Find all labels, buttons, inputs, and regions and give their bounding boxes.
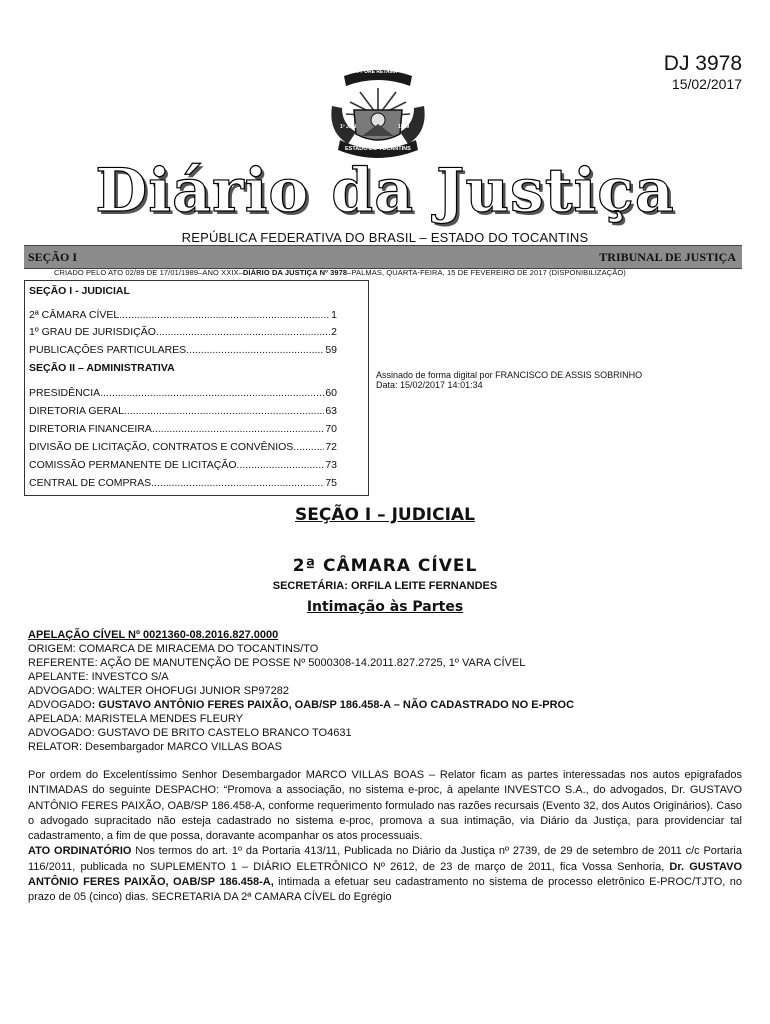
edition-date: 15/02/2017 [671, 76, 742, 92]
section-bar [24, 245, 742, 269]
subsection-heading: Intimação às Partes [306, 599, 464, 615]
seal-right-date: 1989 [398, 124, 410, 130]
section-label: SEÇÃO I [28, 250, 78, 264]
case-lawyer: ADVOGADO: GUSTAVO DE BRITO CASTELO BRANCO TO4631 [28, 727, 352, 739]
case-lawyer: ADVOGADO: WALTER OHOFUGI JUNIOR SP97282 [28, 685, 289, 697]
creation-suffix: –PALMAS, QUARTA-FEIRA, 15 DE FEVEREIRO DE 2017 (DISPONIBILIZAÇÃO) [347, 268, 626, 277]
creation-prefix: CRIADO PELO ATO 02/89 DE 17/01/1989–ANO XXIX– [54, 268, 243, 277]
court-label: TRIBUNAL DE JUSTIÇA [599, 250, 736, 264]
case-lawyer-highlight: ADVOGADO: GUSTAVO ANTÔNIO FERES PAIXÃO, OAB/SP 186.458-A – NÃO CADASTRADO NO E-PROC [28, 699, 575, 711]
case-appellee: APELADA: MARISTELA MENDES FLEURY [28, 713, 243, 725]
edition-number: DJ 3978 [663, 52, 742, 75]
toc-section2-title: SEÇÃO II – ADMINISTRATIVA [29, 362, 175, 374]
signature-date: Data: 15/02/2017 14:01:34 [376, 380, 483, 390]
seal-left-date: 1º JAN [340, 124, 356, 130]
toc-item[interactable]: PRESIDÊNCIA ..... 60 [29, 387, 337, 399]
toc-item[interactable]: DIRETORIA FINANCEIRA ..... 70 [29, 423, 337, 435]
digital-signature [376, 370, 642, 390]
case-details [28, 628, 574, 754]
toc-item[interactable]: 1º GRAU DE JURISDIÇÃO ..... 2 [29, 326, 337, 338]
dispatch-paragraph: Por ordem do Excelentíssimo Senhor Desembargador MARCO VILLAS BOAS – Relator ficam as partes interessadas nos autos epigrafados INTIMADAS do seguinte DESPACHO: “Promova a associação, no sistema e-proc, à apelante INVESTCO S.A., do advogados, Dr. GUSTAVO ANTÔNIO FERES PAIXÃO, OAB/SP 186.458-A, conforme requerimento formulado nas razões recursais (Evento 32, dos Autos Originários). Caso o advogado supracitado não esteja cadastrado no sistema e-proc, promova a sua intimação, via Diário da Justiça, para providenciar tal cadastramento, a fim de que possa, doravante acompanhar os atos processuais. [28, 769, 742, 843]
case-origin: ORIGEM: COMARCA DE MIRACEMA DO TOCANTINS/TO [28, 643, 319, 655]
table-of-contents [24, 280, 369, 496]
toc-item[interactable]: PUBLICAÇÕES PARTICULARES ..... 59 [29, 344, 337, 356]
signature-line: Assinado de forma digital por FRANCISCO DE ASSIS SOBRINHO [376, 370, 643, 380]
case-number: APELAÇÃO CÍVEL Nº 0021360-08.2016.827.0000 [28, 629, 279, 641]
ordinance-paragraph: ATO ORDINATÓRIO Nos termos do art. 1º da Portaria 413/11, Publicada no Diário da Justiça nº 2739, de 29 de setembro de 2011 c/c Portaria 116/2011, publicada no SUPLEMENTO 1 – DIÁRIO ELETRÔNICO Nº 2612, de 23 de março de 2011, fica Vossa Senhoria, Dr. GUSTAVO ANTÔNIO FERES PAIXÃO, OAB/SP 186.458-A, intimada a efetuar seu cadastramento no sistema de processo eletrônico E-PROC/TJTO, no prazo de 05 (cinco) dias. SECRETARIA DA 2ª CAMARA CÍVEL do Egrégio [28, 845, 742, 904]
secretary-line: SECRETÁRIA: ORFILA LEITE FERNANDES [272, 580, 498, 592]
toc-item[interactable]: 2ª CÂMARA CÍVEL ..... 1 [29, 309, 337, 321]
case-rapporteur: RELATOR: Desembargador MARCO VILLAS BOAS [28, 741, 282, 753]
masthead-title: Diário da Justiça [95, 156, 675, 226]
toc-section1-title: SEÇÃO I - JUDICIAL [29, 285, 130, 297]
section-heading: SEÇÃO I – JUDICIAL [295, 505, 475, 525]
body-text [28, 768, 742, 906]
toc-item[interactable]: CENTRAL DE COMPRAS ..... 75 [29, 477, 337, 489]
toc-item[interactable]: DIVISÃO DE LICITAÇÃO, CONTRATOS E CONVÊNIOS ..... 72 [29, 441, 337, 453]
chamber-heading: 2ª CÂMARA CÍVEL [292, 556, 478, 576]
toc-item[interactable]: COMISSÃO PERMANENTE DE LICITAÇÃO ..... 73 [29, 459, 337, 471]
seal-top-text: CO YVY ORE RETAMA [344, 69, 398, 75]
edition-title: DIÁRIO DA JUSTIÇA Nº 3978 [242, 268, 348, 277]
case-reference: REFERENTE: AÇÃO DE MANUTENÇÃO DE POSSE Nº 5000308-14.2011.827.2725, 1º VARA CÍVEL [28, 657, 526, 669]
seal-bottom-text: ESTADO DO TOCANTINS [345, 146, 411, 152]
republic-line: REPÚBLICA FEDERATIVA DO BRASIL – ESTADO DO TOCANTINS [181, 230, 589, 245]
case-appellant: APELANTE: INVESTCO S/A [28, 671, 169, 683]
creation-line [54, 268, 626, 277]
toc-item[interactable]: DIRETORIA GERAL ..... 63 [29, 405, 337, 417]
